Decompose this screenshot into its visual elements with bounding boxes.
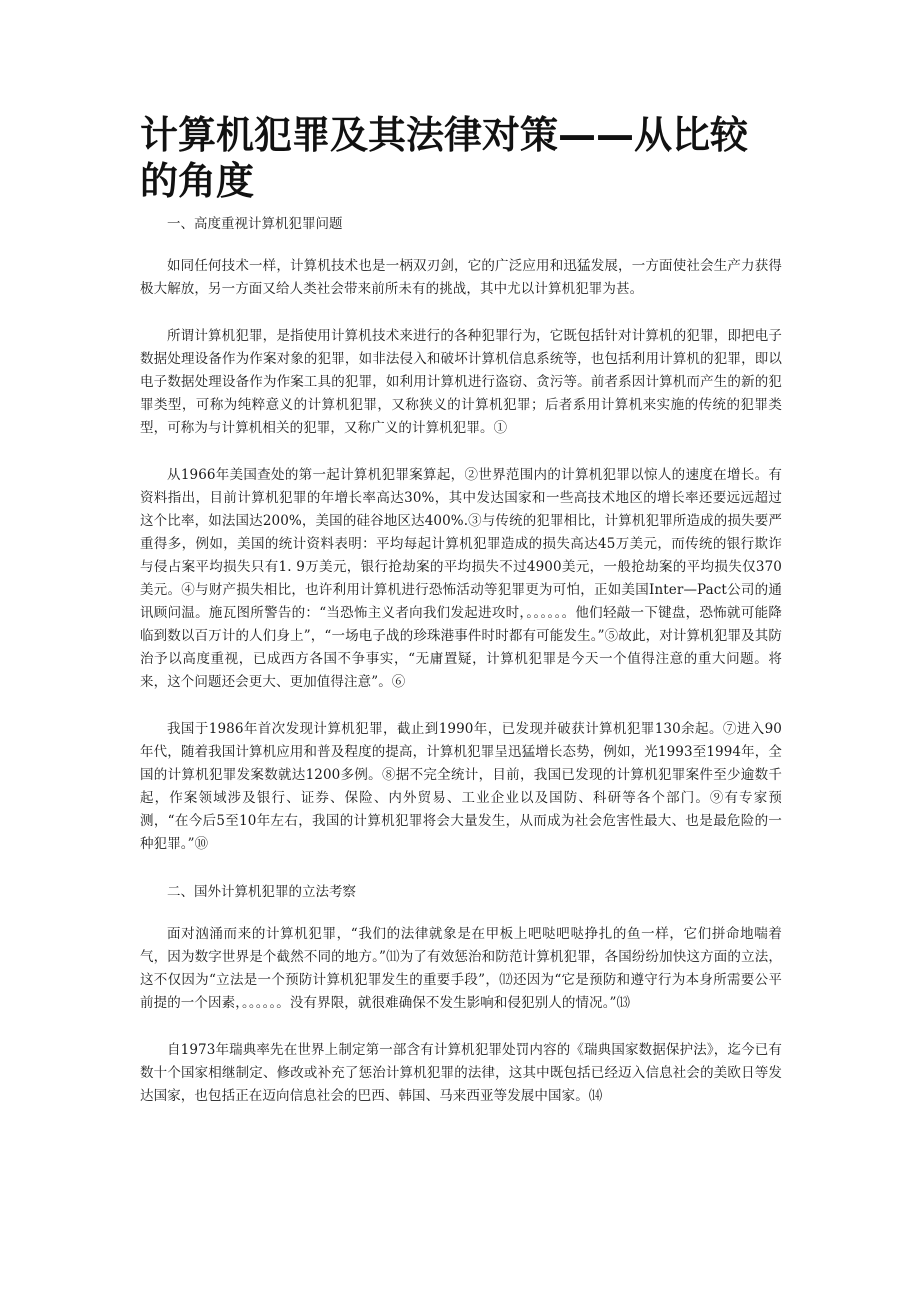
section-heading-1: 一、高度重视计算机犯罪问题	[167, 216, 343, 232]
paragraph: 所谓计算机犯罪，是指使用计算机技术来进行的各种犯罪行为，它既包括针对计算机的犯罪，即把电子数据处理设备作为作案对象的犯罪，如非法侵入和破坏计算机信息系统等，也包括利用计算机的犯罪，即以电子数据处理设备作为作案工具的犯罪，如利用计算机进行盗窃、贪污等。前者系因计算机而产生的新的犯罪类型，可称为纯粹意义的计算机犯罪，又称狭义的计算机犯罪；后者系用计算机来实施的传统的犯罪类型，可称为与计算机相关的犯罪，又称广义的计算机犯罪。①	[140, 328, 782, 436]
paragraph: 自1973年瑞典率先在世界上制定第一部含有计算机犯罪处罚内容的《瑞典国家数据保护法》，迄今已有数十个国家相继制定、修改或补充了惩治计算机犯罪的法律，这其中既包括已经迈入信息社会的美欧日等发达国家，也包括正在迈向信息社会的巴西、韩国、马来西亚等发展中国家。⒁	[140, 1042, 782, 1104]
paragraph: 如同任何技术一样，计算机技术也是一柄双刃剑，它的广泛应用和迅猛发展，一方面使社会生产力获得极大解放，另一方面又给人类社会带来前所未有的挑战，其中尤以计算机犯罪为甚。	[140, 258, 782, 297]
paragraph: 从1966年美国查处的第一起计算机犯罪案算起，②世界范围内的计算机犯罪以惊人的速度在增长。有资料指出，目前计算机犯罪的年增长率高达30%，其中发达国家和一些高技术地区的增长率还要远远超过这个比率，如法国达200%，美国的硅谷地区达400%.③与传统的犯罪相比，计算机犯罪所造成的损失要严重得多，例如，美国的统计资料表明：平均每起计算机犯罪造成的损失高达45万美元，而传统的银行欺诈与侵占案平均损失只有1. 9万美元，银行抢劫案的平均损失不过4900美元，一般抢劫案的平均损失仅370美元。④与财产损失相比，也许利用计算机进行恐怖活动等犯罪更为可怕，正如美国Inter—Pact公司的通讯顾问温。施瓦图所警告的：“当恐怖主义者向我们发起进攻时，。。。。。。他们轻敲一下键盘，恐怖就可能降临到数以百万计的人们身上”，“一场电子战的珍珠港事件时时都有可能发生。”⑤故此，对计算机犯罪及其防治予以高度重视，已成西方各国不争事实，“无庸置疑，计算机犯罪是今天一个值得注意的重大问题。将来，这个问题还会更大、更加值得注意”。⑥	[140, 467, 782, 690]
paragraph: 面对汹涌而来的计算机犯罪，“我们的法律就象是在甲板上吧哒吧哒挣扎的鱼一样，它们拼命地喘着气，因为数字世界是个截然不同的地方。”⑾为了有效惩治和防范计算机犯罪，各国纷纷加快这方面的立法，这不仅因为“立法是一个预防计算机犯罪发生的重要手段”，⑿还因为“它是预防和遵守行为本身所需要公平前提的一个因素，。。。。。。没有界限，就很难确保不发生影响和侵犯别人的情况。”⒀	[140, 926, 782, 1011]
paragraph: 我国于1986年首次发现计算机犯罪，截止到1990年，已发现并破获计算机犯罪130余起。⑦进入90年代，随着我国计算机应用和普及程度的提高，计算机犯罪呈迅猛增长态势，例如，光1993至1994年，全国的计算机犯罪发案数就达1200多例。⑧据不完全统计，目前，我国已发现的计算机犯罪案件至少逾数千起，作案领域涉及银行、证券、保险、内外贸易、工业企业以及国防、科研等各个部门。⑨有专家预测，“在今后5至10年左右，我国的计算机犯罪将会大量发生，从而成为社会危害性最大、也是最危险的一种犯罪。”⑩	[140, 721, 782, 852]
document-title: 计算机犯罪及其法律对策——从比较的角度	[140, 113, 749, 203]
section-heading-2: 二、国外计算机犯罪的立法考察	[167, 884, 356, 900]
